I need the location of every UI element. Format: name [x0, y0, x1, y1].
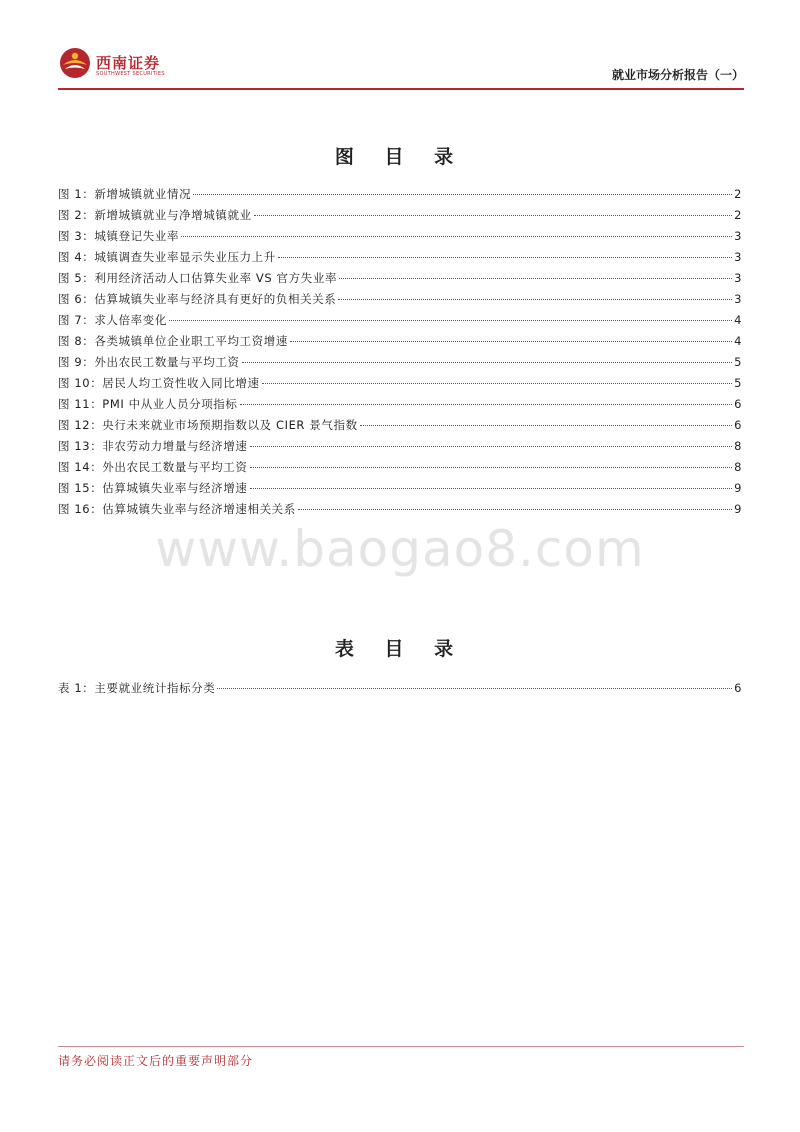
toc-leader-dots — [360, 425, 732, 426]
toc-entry-label: 图 8：各类城镇单位企业职工平均工资增速 — [58, 334, 288, 348]
toc-entry-label: 图 7：求人倍率变化 — [58, 313, 167, 327]
table-list-title: 表 目 录 — [334, 638, 466, 660]
toc-page-number: 8 — [734, 460, 742, 474]
watermark: www.baogao8.com — [155, 520, 645, 578]
company-logo — [58, 46, 218, 86]
toc-entry-label: 图 11：PMI 中从业人员分项指标 — [58, 397, 238, 411]
figure-toc-row[interactable] — [58, 396, 742, 417]
toc-leader-dots — [262, 383, 732, 384]
figure-toc-row[interactable] — [58, 480, 742, 501]
toc-page-number: 5 — [734, 376, 742, 390]
toc-leader-dots — [250, 467, 733, 468]
figure-toc-row[interactable] — [58, 312, 742, 333]
figure-list-title: 图 目 录 — [334, 146, 466, 168]
toc-page-number: 2 — [734, 208, 742, 222]
report-title: 就业市场分析报告（一） — [611, 68, 744, 82]
toc-page-number: 3 — [734, 271, 742, 285]
toc-entry-label: 表 1：主要就业统计指标分类 — [58, 681, 216, 695]
toc-entry-label: 图 14：外出农民工数量与平均工资 — [58, 460, 248, 474]
figure-toc-row[interactable] — [58, 375, 742, 396]
toc-leader-dots — [250, 488, 733, 489]
figure-toc-row[interactable] — [58, 270, 742, 291]
toc-page-number: 3 — [734, 292, 742, 306]
header-divider — [58, 88, 744, 90]
toc-entry-label: 图 4：城镇调查失业率显示失业压力上升 — [58, 250, 276, 264]
toc-entry-label: 图 16：估算城镇失业率与经济增速相关关系 — [58, 502, 296, 516]
toc-page-number: 6 — [734, 397, 742, 411]
toc-leader-dots — [338, 299, 732, 300]
footer-disclaimer: 请务必阅读正文后的重要声明部分 — [58, 1054, 254, 1068]
toc-entry-label: 图 9：外出农民工数量与平均工资 — [58, 355, 240, 369]
toc-leader-dots — [193, 194, 732, 195]
toc-entry-label: 图 1：新增城镇就业情况 — [58, 187, 192, 201]
toc-page-number: 3 — [734, 250, 742, 264]
toc-page-number: 9 — [734, 502, 742, 516]
logo-mark-icon — [58, 46, 92, 80]
table-list — [58, 680, 742, 701]
toc-page-number: 8 — [734, 439, 742, 453]
toc-leader-dots — [242, 362, 733, 363]
toc-leader-dots — [181, 236, 732, 237]
toc-leader-dots — [254, 215, 732, 216]
toc-entry-label: 图 10：居民人均工资性收入同比增速 — [58, 376, 260, 390]
toc-leader-dots — [290, 341, 732, 342]
figure-toc-row[interactable] — [58, 438, 742, 459]
figure-toc-row[interactable] — [58, 186, 742, 207]
toc-page-number: 4 — [734, 334, 742, 348]
figure-toc-row[interactable] — [58, 228, 742, 249]
toc-leader-dots — [298, 509, 732, 510]
logo-english-name: SOUTHWEST SECURITIES — [96, 71, 165, 77]
toc-leader-dots — [250, 446, 733, 447]
toc-entry-label: 图 2：新增城镇就业与净增城镇就业 — [58, 208, 252, 222]
toc-leader-dots — [240, 404, 733, 405]
footer-divider — [58, 1046, 744, 1047]
toc-page-number: 4 — [734, 313, 742, 327]
toc-leader-dots — [278, 257, 732, 258]
toc-page-number: 3 — [734, 229, 742, 243]
toc-leader-dots — [217, 688, 732, 689]
table-toc-row[interactable] — [58, 680, 742, 701]
figure-toc-row[interactable] — [58, 417, 742, 438]
figure-toc-row[interactable] — [58, 291, 742, 312]
toc-page-number: 9 — [734, 481, 742, 495]
toc-entry-label: 图 5：利用经济活动人口估算失业率 VS 官方失业率 — [58, 271, 338, 285]
figure-toc-row[interactable] — [58, 501, 742, 522]
figure-toc-row[interactable] — [58, 354, 742, 375]
figure-toc-row[interactable] — [58, 207, 742, 228]
toc-entry-label: 图 3：城镇登记失业率 — [58, 229, 180, 243]
toc-page-number: 6 — [734, 418, 742, 432]
figure-list — [58, 186, 742, 522]
toc-leader-dots — [339, 278, 732, 279]
toc-page-number: 6 — [734, 681, 742, 695]
figure-toc-row[interactable] — [58, 459, 742, 480]
toc-entry-label: 图 15：估算城镇失业率与经济增速 — [58, 481, 248, 495]
figure-toc-row[interactable] — [58, 333, 742, 354]
toc-entry-label: 图 12：央行未来就业市场预期指数以及 CIER 景气指数 — [58, 418, 358, 432]
logo-chinese-name: 西南证券 — [96, 54, 161, 72]
toc-entry-label: 图 13：非农劳动力增量与经济增速 — [58, 439, 248, 453]
toc-page-number: 5 — [734, 355, 742, 369]
page-header — [58, 40, 744, 90]
toc-page-number: 2 — [734, 187, 742, 201]
toc-leader-dots — [169, 320, 732, 321]
toc-entry-label: 图 6：估算城镇失业率与经济具有更好的负相关关系 — [58, 292, 337, 306]
figure-toc-row[interactable] — [58, 249, 742, 270]
